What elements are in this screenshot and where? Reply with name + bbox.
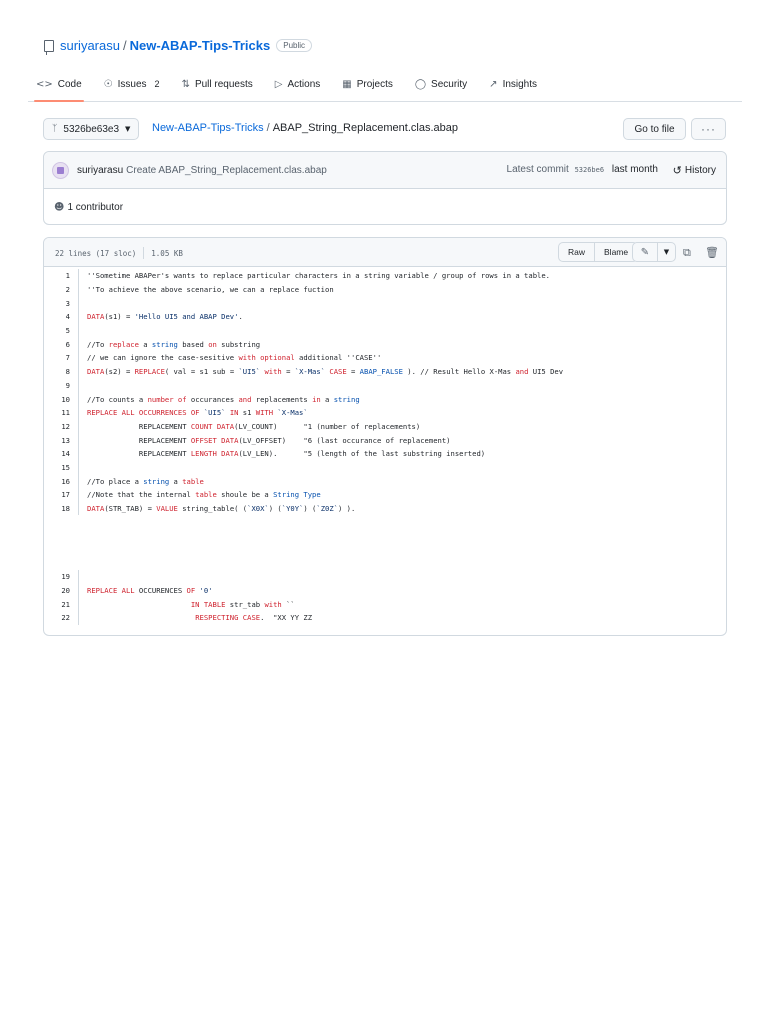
code-token: string_table( ( <box>177 504 248 514</box>
code-token: = <box>281 367 295 377</box>
code-token: OCCURENCES <box>134 586 187 596</box>
code-token: = <box>346 367 360 377</box>
gutter-divider <box>78 570 79 584</box>
tab-projects-label: Projects <box>356 78 393 90</box>
edit-group <box>632 242 676 262</box>
gutter-divider <box>78 351 79 365</box>
code-token: // we can ignore the case-sesitive <box>87 353 239 363</box>
code-token: REPLACE <box>134 367 165 377</box>
code-token: in <box>312 394 321 404</box>
code-token: of <box>177 394 187 404</box>
tab-code-label: Code <box>57 78 82 90</box>
gutter-divider <box>78 392 79 406</box>
history-label: History <box>684 165 716 176</box>
branch-selector[interactable] <box>43 118 139 140</box>
gutter-divider <box>78 310 79 324</box>
code-token: OF <box>186 586 196 596</box>
more-options-button[interactable]: ··· <box>691 118 726 140</box>
code-token: `X0X` <box>247 504 269 514</box>
code-line <box>44 283 726 297</box>
git-pull-request-icon: ⇅ <box>181 78 190 90</box>
code-token: ''Sometime ABAPer's wants to replace particular characters in a string variable / group of rows in a table. <box>87 271 551 281</box>
code-token: LENGTH <box>190 449 217 459</box>
code-line <box>44 502 726 516</box>
gutter-divider <box>78 283 79 297</box>
tab-issues-label: Issues <box>117 78 147 90</box>
line-number[interactable]: 20 <box>61 586 70 596</box>
visibility-badge: Public <box>276 39 312 52</box>
line-content <box>87 586 213 595</box>
repo-name-link[interactable]: New-ABAP-Tips-Tricks <box>129 38 271 53</box>
tab-actions[interactable] <box>267 70 329 98</box>
shield-icon: ◯ <box>414 78 427 90</box>
contributors-link[interactable] <box>54 202 123 213</box>
code-token: DATA <box>221 449 239 459</box>
tab-projects[interactable] <box>334 70 401 98</box>
line-content <box>87 271 550 280</box>
commit-message-link[interactable]: Create ABAP_String_Replacement.clas.abap <box>126 164 327 176</box>
code-line <box>44 296 726 310</box>
repo-separator: / <box>122 38 127 53</box>
line-content <box>87 422 420 431</box>
raw-button[interactable]: Raw <box>568 247 586 257</box>
code-token: ) ). <box>338 504 356 514</box>
code-token: on <box>208 339 217 349</box>
avatar[interactable] <box>52 162 69 179</box>
code-token: VALUE <box>156 504 178 514</box>
issue-opened-icon: ☉ <box>103 78 113 90</box>
code-token: `UI5` <box>238 367 261 377</box>
tab-actions-label: Actions <box>287 78 321 90</box>
code-token: with <box>264 599 282 609</box>
code-token: DATA <box>87 367 105 377</box>
line-content <box>87 504 355 513</box>
breadcrumb <box>152 122 458 134</box>
code-token: shoule be a <box>216 490 274 500</box>
code-line <box>44 474 726 488</box>
line-content <box>87 408 308 417</box>
go-to-file-button[interactable]: Go to file <box>623 118 686 140</box>
code-token: s1 <box>238 408 256 418</box>
code-line <box>44 611 726 625</box>
commit-box <box>43 151 727 225</box>
code-line <box>44 310 726 324</box>
line-number[interactable]: 9 <box>65 380 70 390</box>
code-token: with <box>238 353 256 363</box>
code-token: and <box>238 394 252 404</box>
code-token: substring <box>216 339 261 349</box>
code-token: ). // Result Hello X-Mas <box>402 367 516 377</box>
chevron-down-icon: ▼ <box>125 125 131 133</box>
line-number[interactable]: 16 <box>61 476 70 486</box>
line-number[interactable]: 12 <box>61 421 70 431</box>
code-line <box>44 597 726 611</box>
code-token: with <box>264 367 282 377</box>
code-line <box>44 406 726 420</box>
code-line <box>44 420 726 434</box>
code-token: DATA <box>87 504 105 514</box>
line-content <box>87 367 563 376</box>
contributors-label: 1 contributor <box>67 202 124 213</box>
gutter-divider <box>78 433 79 447</box>
line-number[interactable]: 10 <box>61 394 70 404</box>
code-token: `Z0Z` <box>316 504 339 514</box>
line-number[interactable]: 13 <box>61 435 70 445</box>
meta-divider <box>143 247 144 259</box>
code-token: optional <box>260 353 295 363</box>
line-number[interactable]: 21 <box>61 599 70 609</box>
breadcrumb-file: ABAP_String_Replacement.clas.abap <box>272 122 458 134</box>
line-number[interactable]: 22 <box>61 613 70 623</box>
tab-issues[interactable] <box>96 70 168 98</box>
line-number[interactable]: 3 <box>65 298 70 308</box>
gutter-divider <box>78 269 79 283</box>
code-line <box>44 488 726 502</box>
play-icon: ▷ <box>274 78 283 90</box>
code-token: 'Hello UI5 and ABAP Dev' <box>134 312 239 322</box>
code-token: ABAP_FALSE <box>359 367 403 377</box>
code-token: str_tab <box>225 599 265 609</box>
code-line <box>44 269 726 283</box>
branch-label: 5326be63e3 <box>63 123 120 135</box>
code-token: REPLACEMENT <box>87 421 191 431</box>
code-token: `UI5` <box>203 408 226 418</box>
code-token: ) ( <box>268 504 282 514</box>
code-token: RESPECTING CASE <box>195 613 261 623</box>
gutter-divider <box>78 337 79 351</box>
file-size: 1.05 KB <box>151 248 183 258</box>
code-token: string <box>151 339 178 349</box>
edit-dropdown-chevron-icon[interactable]: ▼ <box>657 243 675 261</box>
code-token: UI5 Dev <box>528 367 564 377</box>
code-token: string <box>333 394 360 404</box>
code-token: (LV_OFFSET) "6 (last occurance of replacement) <box>238 435 451 445</box>
gutter-divider <box>78 447 79 461</box>
code-token: CASE <box>329 367 347 377</box>
tab-pull-requests[interactable] <box>174 70 261 98</box>
code-token: //To place a <box>87 476 144 486</box>
code-block-continued <box>44 570 726 625</box>
code-token: (LV_COUNT) "1 (number of replacements) <box>234 421 421 431</box>
raw-blame-group <box>558 242 638 262</box>
latest-commit-row <box>44 152 726 189</box>
code-token: OFFSET <box>190 435 217 445</box>
history-icon: ↺ <box>672 164 682 177</box>
repo-nav <box>28 70 742 102</box>
tab-insights-label: Insights <box>502 78 538 90</box>
gutter-divider <box>78 365 79 379</box>
line-number[interactable]: 15 <box>61 462 70 472</box>
code-token: number <box>147 394 174 404</box>
code-line <box>44 433 726 447</box>
code-token: table <box>195 490 217 500</box>
code-token: IN TABLE <box>190 599 226 609</box>
gutter-divider <box>78 597 79 611</box>
gutter-divider <box>78 584 79 598</box>
latest-commit-info <box>507 164 658 175</box>
code-token: REPLACEMENT <box>87 449 191 459</box>
tab-code[interactable] <box>28 70 90 98</box>
code-token: IN <box>229 408 239 418</box>
code-line <box>44 337 726 351</box>
code-token: additional ''CASE'' <box>294 353 382 363</box>
line-number[interactable]: 1 <box>65 271 70 281</box>
line-content <box>87 340 260 349</box>
latest-commit-label: Latest commit <box>506 164 569 175</box>
code-token: . <box>238 312 243 322</box>
breadcrumb-repo-link[interactable]: New-ABAP-Tips-Tricks <box>152 122 264 134</box>
code-token: a <box>138 339 152 349</box>
line-content <box>87 395 360 404</box>
line-number[interactable]: 17 <box>61 490 70 500</box>
copy-icon[interactable]: ⧉ <box>683 246 691 259</box>
gutter-divider <box>78 502 79 516</box>
code-token: `X-Mas` <box>294 367 326 377</box>
commit-author-link[interactable]: suriyarasu <box>77 164 124 176</box>
tab-pull-requests-label: Pull requests <box>194 78 253 90</box>
line-number[interactable]: 14 <box>61 449 70 459</box>
file-header <box>44 238 726 267</box>
repo-owner-link[interactable]: suriyarasu <box>60 38 120 53</box>
file-meta <box>55 247 183 259</box>
line-number[interactable]: 8 <box>65 367 70 377</box>
line-number[interactable]: 19 <box>61 572 70 582</box>
graph-icon: ↗ <box>489 78 498 90</box>
code-token: replacements <box>251 394 313 404</box>
history-link[interactable] <box>673 164 716 177</box>
repo-icon <box>44 40 54 52</box>
code-token: REPLACE ALL OCCURRENCES OF <box>87 408 200 418</box>
issues-count: 2 <box>154 79 160 89</box>
code-token <box>87 613 195 622</box>
code-token: REPLACE ALL <box>87 586 135 596</box>
code-token: based <box>177 339 209 349</box>
code-icon: <> <box>36 78 53 90</box>
code-token: //Note that the internal <box>87 490 196 500</box>
code-token: (s1) = <box>104 312 135 322</box>
code-line <box>44 447 726 461</box>
gutter-divider <box>78 324 79 338</box>
commit-sha-link[interactable]: 5326be6 <box>574 166 605 174</box>
code-token: (LV_LEN). "5 (length of the last substring inserted) <box>238 449 486 459</box>
code-token: ( val = s1 sub = <box>164 367 239 377</box>
line-content <box>87 285 334 294</box>
line-content <box>87 600 295 609</box>
code-token: `Y0Y` <box>281 504 304 514</box>
code-token <box>87 600 191 609</box>
line-content <box>87 436 451 445</box>
breadcrumb-separator: / <box>266 122 270 134</box>
code-line <box>44 351 726 365</box>
code-line <box>44 584 726 598</box>
code-line <box>44 570 726 584</box>
code-token: DATA <box>216 421 235 431</box>
gutter-divider <box>78 406 79 420</box>
code-token: (s2) = <box>104 367 135 377</box>
tab-security-label: Security <box>431 78 468 90</box>
code-token: //To <box>87 339 109 349</box>
line-content <box>87 312 243 321</box>
code-token: //To counts a <box>87 394 148 404</box>
code-token: ) ( <box>303 504 317 514</box>
line-number[interactable]: 5 <box>65 326 70 336</box>
pencil-icon[interactable]: ✎ <box>640 246 650 258</box>
gutter-divider <box>78 420 79 434</box>
line-number[interactable]: 4 <box>65 312 70 322</box>
code-line <box>44 379 726 393</box>
gutter-divider <box>78 488 79 502</box>
code-token: string <box>143 476 170 486</box>
line-content <box>87 613 312 622</box>
trash-icon[interactable]: 🗑 <box>705 246 719 259</box>
code-token: table <box>182 476 204 486</box>
line-content <box>87 449 485 458</box>
tab-security[interactable] <box>407 70 475 98</box>
code-token: '0' <box>199 586 213 596</box>
gutter-divider <box>78 611 79 625</box>
code-token: occurances <box>186 394 239 404</box>
code-token: replace <box>108 339 139 349</box>
tab-insights[interactable] <box>481 70 545 98</box>
code-token: (STR_TAB) = <box>104 504 157 514</box>
gutter-divider <box>78 379 79 393</box>
line-number[interactable]: 7 <box>65 353 70 363</box>
code-line <box>44 392 726 406</box>
repo-header <box>44 38 312 53</box>
line-number[interactable]: 6 <box>65 339 70 349</box>
code-token: DATA <box>221 435 239 445</box>
line-number[interactable]: 2 <box>65 285 70 295</box>
code-token: `X-Mas` <box>277 408 308 418</box>
code-token: String Type <box>273 490 321 500</box>
file-viewer <box>43 237 727 636</box>
code-token: WITH <box>255 408 274 418</box>
code-token: REPLACEMENT <box>87 435 191 445</box>
gutter-divider <box>78 474 79 488</box>
code-line <box>44 324 726 338</box>
code-token: and <box>515 367 529 377</box>
code-token: . "XX YY ZZ <box>260 613 313 623</box>
code-token: ''To achieve the above scenario, we can a replace fuction <box>87 285 334 295</box>
code-line <box>44 461 726 475</box>
file-lines-count: 22 lines (17 sloc) <box>55 248 137 258</box>
line-content <box>87 477 204 486</box>
line-content <box>87 490 321 499</box>
line-content <box>87 353 381 362</box>
line-number[interactable]: 11 <box>61 408 70 418</box>
gutter-divider <box>78 296 79 310</box>
code-token: `` <box>281 599 295 609</box>
code-token: a <box>169 476 183 486</box>
code-token: COUNT <box>190 421 213 431</box>
people-icon: ☻ <box>54 202 65 213</box>
code-block <box>44 269 726 515</box>
blame-button[interactable]: Blame <box>594 243 637 261</box>
code-token: a <box>320 394 334 404</box>
git-branch-icon: ᛉ <box>52 124 58 134</box>
gutter-divider <box>78 461 79 475</box>
code-line <box>44 365 726 379</box>
line-number[interactable]: 18 <box>61 504 70 514</box>
commit-time: last month <box>611 164 658 175</box>
table-icon: ▦ <box>342 78 352 90</box>
code-token: DATA <box>87 312 105 322</box>
